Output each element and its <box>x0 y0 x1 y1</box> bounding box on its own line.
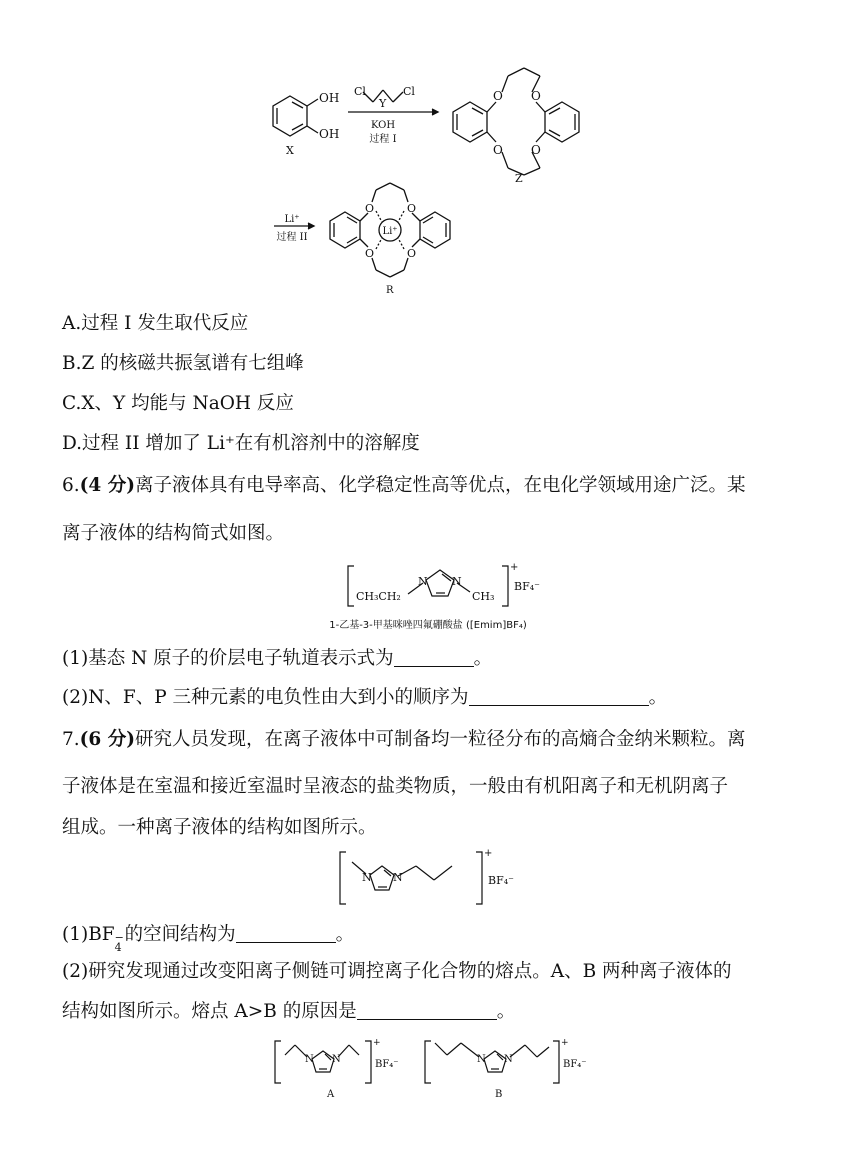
z-label: Z <box>515 172 523 185</box>
q7-part-2-text: 结构如图所示。熔点 A>B 的原因是 <box>62 1001 357 1022</box>
process-1-label: 过程 I <box>369 134 397 145</box>
answer-blank[interactable] <box>236 924 336 943</box>
y-label: Y <box>379 97 387 110</box>
a-anion: BF₄⁻ <box>375 1059 399 1070</box>
q7-part-1-sup: − <box>114 931 124 944</box>
answer-blank[interactable] <box>394 648 474 667</box>
q6-fig-caption: 1-乙基-3-甲基咪唑四氟硼酸盐 ([Emim]BF₄) <box>329 620 527 631</box>
q6-fig-right-group: CH₃ <box>472 590 495 603</box>
q6-fig-anion: BF₄⁻ <box>514 580 540 593</box>
a-n-atom: N <box>332 1054 341 1065</box>
answer-blank[interactable] <box>357 1001 497 1020</box>
q6-fig-n: N <box>418 575 428 588</box>
q6-part-1 <box>62 647 492 671</box>
r-o-atom: O <box>365 202 375 215</box>
x-label: X <box>286 144 294 157</box>
option-a: A.过程 I 发生取代反应 <box>62 313 249 334</box>
z-o-atom: O <box>531 143 541 157</box>
q6-fig-n: N <box>452 575 462 588</box>
q7-part-2-line-1: (2)研究发现通过改变阳离子侧链可调控离子化合物的熔点。A、B 两种离子液体的 <box>62 961 732 982</box>
q6-score: (4 分) <box>79 475 135 496</box>
structure-a-label: A <box>327 1089 335 1100</box>
q6-fig-charge: + <box>510 562 519 573</box>
q7-score: (6 分) <box>79 729 135 750</box>
reagent-li: Li⁺ <box>284 214 300 225</box>
reagent-koh: KOH <box>370 120 396 131</box>
q7-part-1-a: (1)BF <box>62 924 115 945</box>
q7-part-1-b: 的空间结构为 <box>124 924 236 945</box>
b-anion: BF₄⁻ <box>563 1059 587 1070</box>
q7-fig-n: N <box>393 871 403 884</box>
q6-number: 6. <box>62 475 80 496</box>
q6-part-2 <box>62 686 667 710</box>
q7-text-1: 研究人员发现，在离子液体中可制备均一粒径分布的高熵合金纳米颗粒。离 <box>134 729 746 750</box>
q7-line-2: 子液体是在室温和接近室温时呈液态的盐类物质，一般由有机阳离子和无机阴离子 <box>62 776 729 797</box>
q6-part-1-end: 。 <box>473 648 493 669</box>
q7-line-1 <box>62 728 746 752</box>
emim-bf4-structure <box>290 558 590 633</box>
q6-fig-left-group: CH₃CH₂ <box>356 590 401 603</box>
q6-part-2-end: 。 <box>648 687 668 708</box>
q7-part-2-end: 。 <box>496 1001 516 1022</box>
b-n-atom: N <box>477 1054 486 1065</box>
option-d: D.过程 II 增加了 Li⁺在有机溶剂中的溶解度 <box>62 433 420 454</box>
process-2-label: 过程 II <box>276 232 308 243</box>
b-charge: + <box>561 1038 569 1048</box>
r-label: R <box>386 285 394 296</box>
q7-part-2-line-2 <box>62 1000 515 1024</box>
r-o-atom: O <box>407 202 417 215</box>
x-oh-top: OH <box>319 91 340 105</box>
q6-text-1: 离子液体具有电导率高、化学稳定性高等优点，在电化学领域用途广泛。某 <box>134 475 746 496</box>
ionic-liquids-a-b-structures <box>265 1035 600 1105</box>
r-o-atom: O <box>365 247 375 260</box>
z-o-atom: O <box>531 89 541 103</box>
reaction-scheme-process-2 <box>270 180 470 298</box>
q7-fig-charge: + <box>484 848 493 859</box>
a-n-atom: N <box>305 1054 314 1065</box>
q7-number: 7. <box>62 729 80 750</box>
option-c: C.X、Y 均能与 NaOH 反应 <box>62 393 294 414</box>
bmim-bf4-structure <box>330 848 530 910</box>
r-o-atom: O <box>407 247 417 260</box>
q6-part-1-text: (1)基态 N 原子的价层电子轨道表示式为 <box>62 648 394 669</box>
q7-fig-anion: BF₄⁻ <box>488 874 514 887</box>
q7-part-1 <box>62 923 355 954</box>
x-oh-bottom: OH <box>319 127 340 141</box>
li-ion-label: Li⁺ <box>382 226 398 237</box>
q7-fig-n: N <box>362 871 372 884</box>
z-o-atom: O <box>493 89 503 103</box>
q7-line-3: 组成。一种离子液体的结构如图所示。 <box>62 817 377 838</box>
y-cl-left: Cl <box>354 85 366 98</box>
q7-part-1-end: 。 <box>335 924 355 945</box>
b-n-atom: N <box>504 1054 513 1065</box>
a-charge: + <box>373 1038 381 1048</box>
q6-line-1 <box>62 474 746 498</box>
answer-blank[interactable] <box>469 687 649 706</box>
q6-part-2-text: (2)N、F、P 三种元素的电负性由大到小的顺序为 <box>62 687 469 708</box>
q6-line-2: 离子液体的结构简式如图。 <box>62 523 285 544</box>
q7-part-1-sub: 4 <box>114 941 122 954</box>
reaction-scheme-process-1 <box>260 62 600 187</box>
option-b: B.Z 的核磁共振氢谱有七组峰 <box>62 353 304 374</box>
structure-b-label: B <box>495 1089 503 1100</box>
z-o-atom: O <box>493 143 503 157</box>
y-cl-right: Cl <box>403 85 415 98</box>
